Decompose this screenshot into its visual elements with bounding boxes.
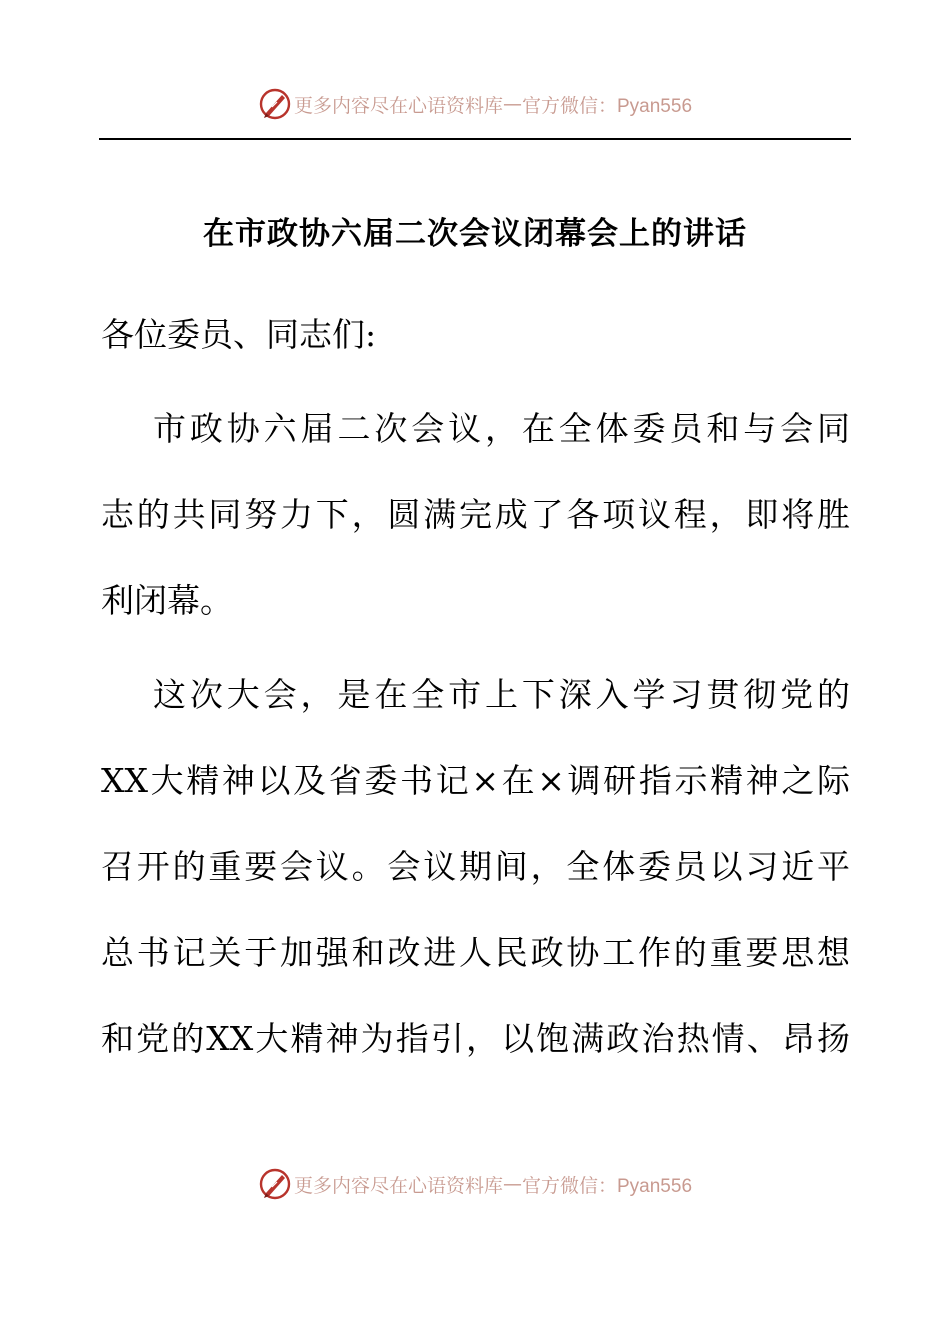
document-title: 在市政协六届二次会议闭幕会上的讲话 [203, 216, 747, 252]
fountain-pen-logo-icon [258, 1167, 292, 1201]
paragraph-line: 和党的XX大精神为指引，以饱满政治热情、昂扬 [101, 1019, 850, 1058]
paragraph-line: 召开的重要会议。会议期间，全体委员以习近平 [101, 847, 850, 886]
salutation: 各位委员、同志们: [101, 315, 377, 354]
watermark-separator: — [503, 93, 522, 115]
fountain-pen-logo-icon [258, 87, 292, 121]
paragraph-line: 志的共同努力下，圆满完成了各项议程，即将胜 [101, 495, 850, 534]
watermark-separator: — [503, 1173, 522, 1195]
header-divider [99, 138, 851, 140]
watermark-site-text: 更多内容尽在心语资料库 [293, 94, 503, 117]
paragraph-line: XX大精神以及省委书记×在×调研指示精神之际 [101, 761, 850, 800]
watermark-wechat-text: 官方微信：Pyan556 [522, 95, 693, 117]
paragraph-line: 利闭幕。 [101, 581, 233, 620]
paragraph-line: 总书记关于加强和改进人民政协工作的重要思想 [101, 933, 850, 972]
header-watermark [0, 84, 950, 124]
paragraph-line: 市政协六届二次会议，在全体委员和与会同 [153, 409, 850, 448]
watermark-site-text: 更多内容尽在心语资料库 [293, 1174, 503, 1197]
watermark-wechat-text: 官方微信：Pyan556 [522, 1175, 693, 1197]
footer-watermark [0, 1164, 950, 1204]
paragraph-line: 这次大会，是在全市上下深入学习贯彻党的 [153, 675, 850, 714]
